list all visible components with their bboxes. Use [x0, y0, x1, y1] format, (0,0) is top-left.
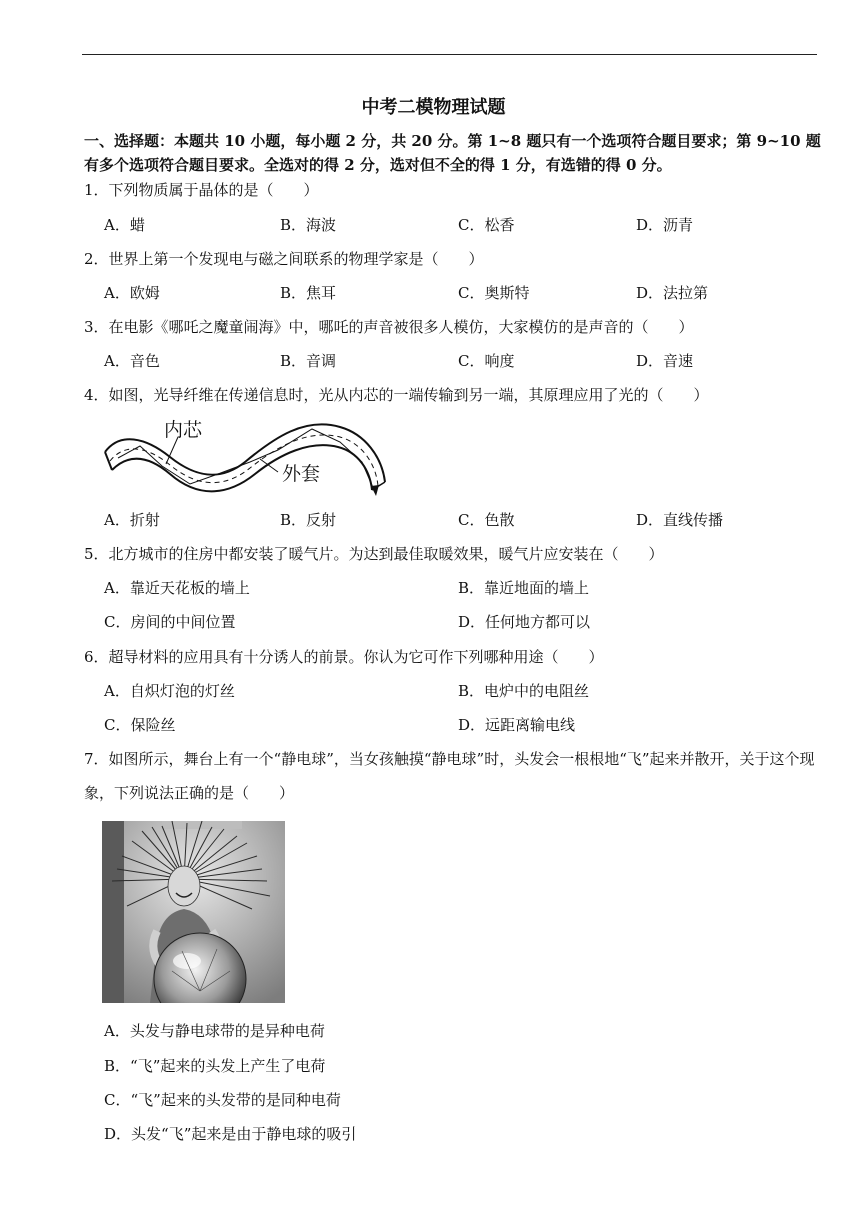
question-4-stem: 4．如图，光导纤维在传递信息时，光从内芯的一端传输到另一端，其原理应用了光的（ ）: [84, 386, 709, 404]
question-1-option-a: A．蜡: [104, 216, 145, 234]
question-3-option-c: C．响度: [458, 352, 515, 370]
question-2-stem: 2．世界上第一个发现电与磁之间联系的物理学家是（ ）: [84, 250, 484, 268]
optical-fiber-figure: [100, 412, 390, 502]
question-2-option-d: D．法拉第: [636, 284, 709, 302]
question-4-option-a: A．折射: [104, 511, 160, 529]
question-5-option-a: A．靠近天花板的墙上: [104, 579, 250, 597]
question-5-stem: 5．北方城市的住房中都安装了暖气片。为达到最佳取暖效果，暖气片应安装在（ ）: [84, 545, 664, 563]
ray-arrowhead: [371, 485, 379, 496]
question-7-stem: 7．如图所示，舞台上有一个“静电球”，当女孩触摸“静电球”时，头发会一根根地“飞”起来并散开，关于这个现象，下列说法正确的是（ ）: [84, 750, 815, 802]
question-5-option-c: C．房间的中间位置: [104, 613, 236, 631]
question-1-option-c: C．松香: [458, 216, 515, 234]
ball-highlight: [173, 953, 201, 969]
question-6-option-b: B．电炉中的电阻丝: [458, 682, 590, 700]
question-3-option-d: D．音速: [636, 352, 694, 370]
question-7-option-a: A．头发与静电球带的是异种电荷: [104, 1022, 325, 1040]
question-4-option-b: B．反射: [280, 511, 337, 529]
question-6-option-c: C．保险丝: [104, 716, 176, 734]
question-7-option-d: D．头发“飞”起来是由于静电球的吸引: [104, 1125, 357, 1143]
fiber-outer-edge: [105, 424, 385, 482]
question-5-option-d: D．任何地方都可以: [458, 613, 591, 631]
question-4-option-d: D．直线传播: [636, 511, 724, 529]
question-1-option-d: D．沥青: [636, 216, 694, 234]
question-1-stem: 1．下列物质属于晶体的是（ ）: [84, 181, 319, 199]
question-3-option-a: A．音色: [104, 352, 160, 370]
question-3-stem: 3．在电影《哪吒之魔童闹海》中，哪吒的声音被很多人模仿，大家模仿的是声音的（ ）: [84, 318, 694, 336]
label-core: 内芯: [164, 419, 203, 441]
question-5-option-b: B．靠近地面的墙上: [458, 579, 590, 597]
question-6-stem: 6．超导材料的应用具有十分诱人的前景。你认为它可作下列哪种用途（ ）: [84, 648, 604, 666]
fiber-end-left: [105, 452, 112, 470]
section-heading: 一、选择题：本题共 10 小题，每小题 2 分，共 20 分。第 1~8 题只有一个选项符合题目要求；第 9~10 题有多个选项符合题目要求。全选对的得 2 分，选对但不全的得 1 分，有选错的得 0 分。: [84, 132, 821, 174]
header-rule: [82, 54, 817, 55]
question-6-option-d: D．远距离输电线: [458, 716, 576, 734]
question-2-option-b: B．焦耳: [280, 284, 337, 302]
question-4-option-c: C．色散: [458, 511, 515, 529]
fiber-inner-edge: [112, 445, 372, 491]
question-7-option-c: C．“飞”起来的头发带的是同种电荷: [104, 1091, 341, 1109]
core-leader-line: [166, 437, 178, 464]
question-6-option-a: A．自炽灯泡的灯丝: [104, 682, 235, 700]
page-title: 中考二模物理试题: [361, 97, 506, 118]
question-3-option-b: B．音调: [280, 352, 337, 370]
question-7-option-b: B．“飞”起来的头发上产生了电荷: [104, 1057, 326, 1075]
question-2-option-c: C．奥斯特: [458, 284, 530, 302]
label-cladding: 外套: [282, 463, 321, 485]
static-ball-photo: [102, 821, 285, 1003]
girl-face: [168, 866, 200, 906]
question-1-option-b: B．海波: [280, 216, 337, 234]
question-2-option-a: A．欧姆: [104, 284, 160, 302]
photo-left-wall: [102, 821, 124, 1003]
